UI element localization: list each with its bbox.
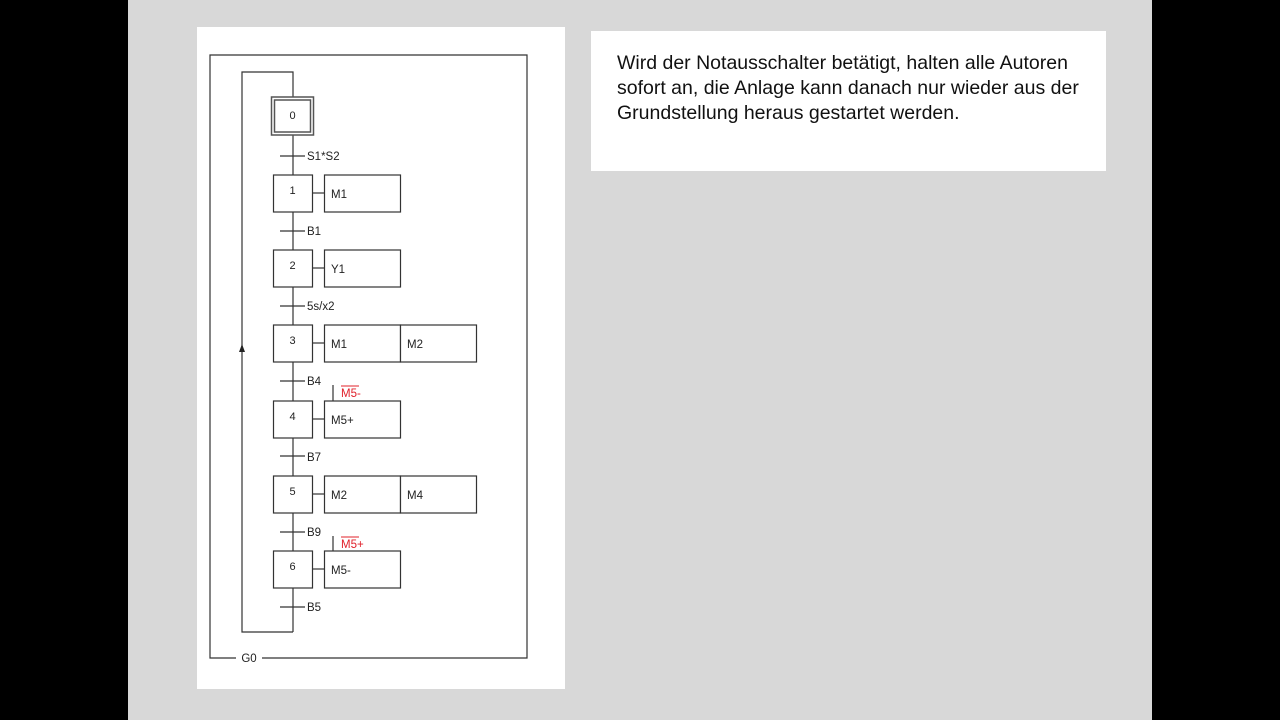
transition-label: B4 (307, 376, 322, 388)
step-5 (274, 476, 477, 513)
frame-label: G0 (241, 653, 257, 665)
action-label: M4 (407, 490, 423, 502)
action-label: M1 (331, 339, 347, 351)
step-number: 2 (289, 260, 296, 272)
transition-label: B5 (307, 602, 322, 614)
step-number: 4 (289, 411, 296, 423)
step-number: 6 (289, 561, 296, 573)
transition-label: B9 (307, 527, 322, 539)
svg-text:0: 0 (289, 110, 296, 122)
description-text: Wird der Notausschalter betätigt, halten alle Autoren sofort an, die Anlage kann danach nur wieder aus der Grundstellung heraus gestartet werden. (617, 52, 1079, 124)
step-3 (274, 325, 477, 362)
action-label: M2 (407, 339, 423, 351)
interlock-label: M5- (341, 388, 361, 400)
grafcet-diagram (197, 27, 565, 689)
step-number: 3 (289, 335, 296, 347)
action-label: M1 (331, 189, 347, 201)
arrow-up-icon (239, 344, 245, 352)
action-label: M2 (331, 490, 347, 502)
grafcet-diagram-panel (197, 27, 565, 689)
action-label: Y1 (331, 264, 346, 276)
step-number: 5 (289, 486, 296, 498)
step-0 (272, 97, 314, 135)
step-number: 1 (289, 185, 296, 197)
transition-label: 5s/x2 (307, 301, 335, 313)
action-label: M5- (331, 565, 351, 577)
action-label: M5+ (331, 415, 354, 427)
transition-label: S1*S2 (307, 151, 340, 163)
interlock-label: M5+ (341, 539, 364, 551)
transition-label: B1 (307, 226, 322, 238)
transition-label: B7 (307, 452, 322, 464)
description-panel (591, 31, 1106, 171)
